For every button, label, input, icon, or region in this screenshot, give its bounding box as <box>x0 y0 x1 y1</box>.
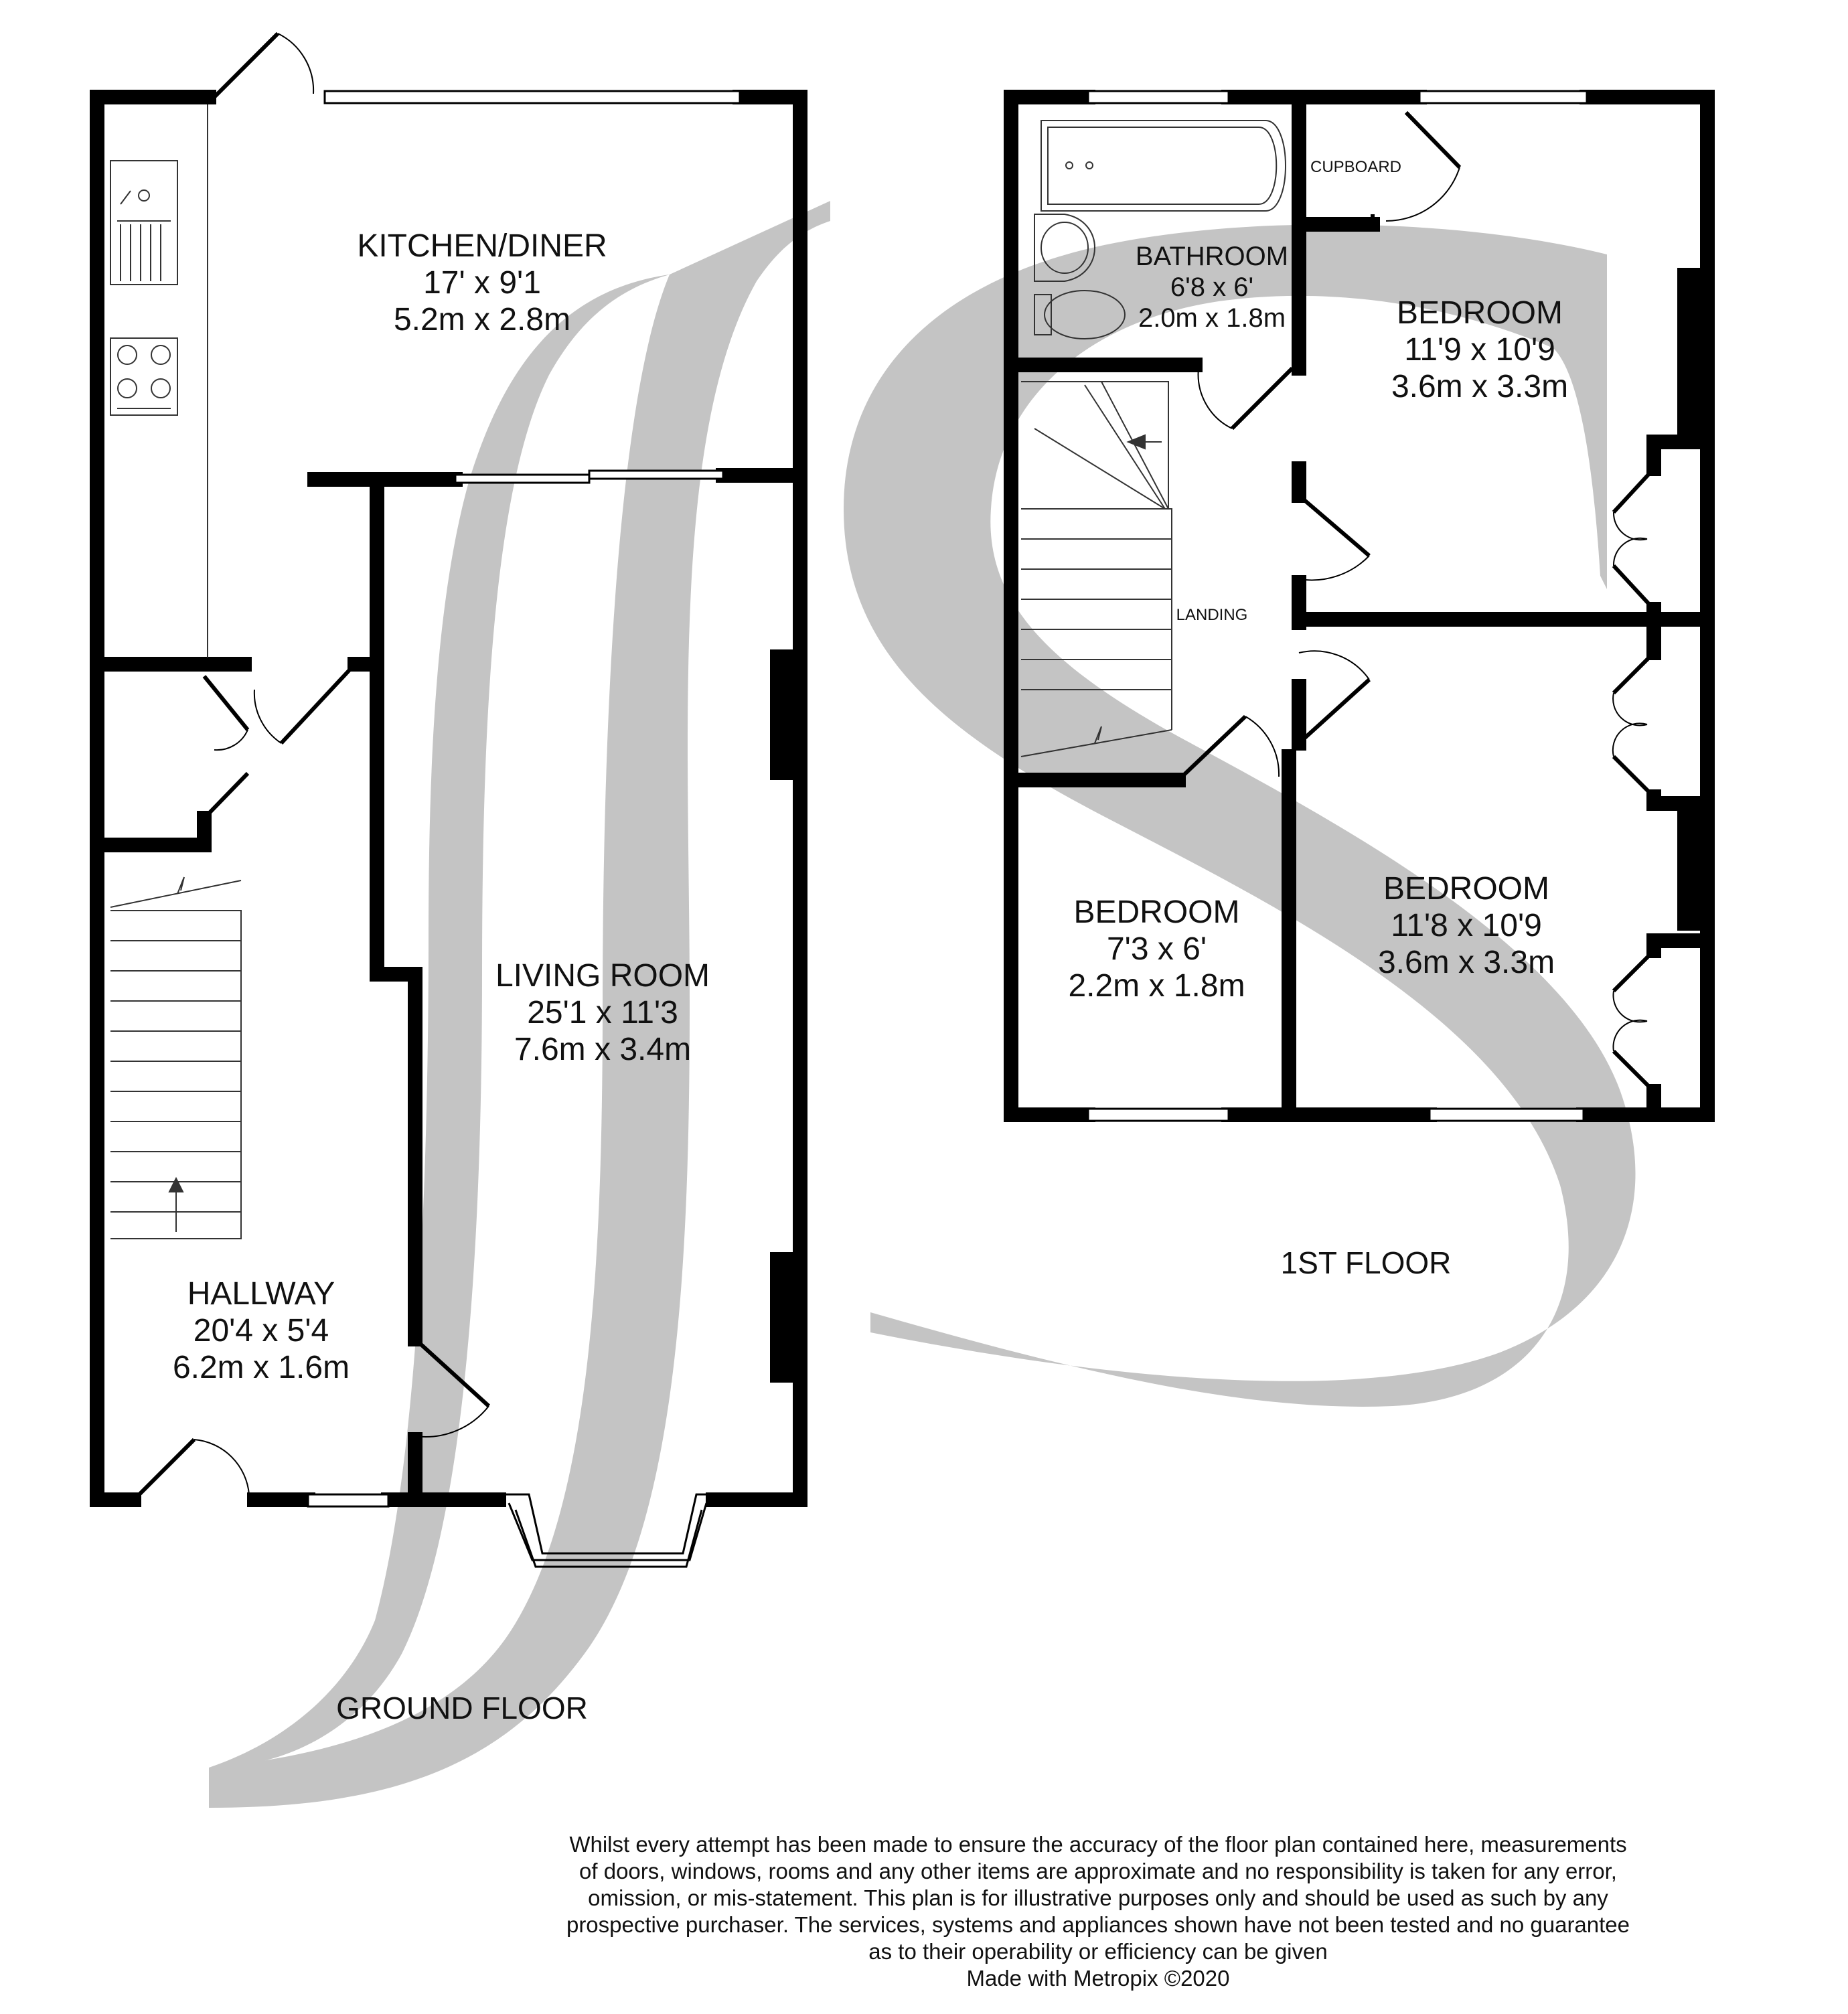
kitchen-worktop <box>110 104 208 657</box>
room-name: BEDROOM <box>1073 895 1240 930</box>
room-name: KITCHEN/DINER <box>357 228 607 264</box>
room-label-bedroom3 <box>1332 870 1600 982</box>
chimney-breast <box>770 649 800 780</box>
room-imperial: 11'8 x 10'9 <box>1391 908 1542 944</box>
disclaimer-line: omission, or mis-statement. This plan is for illustrative purposes only and should be used as such by any <box>588 1885 1608 1910</box>
disclaimer-line: Whilst every attempt has been made to ensure the accuracy of the floor plan contained here, measurements <box>569 1832 1627 1857</box>
room-metric: 3.6m x 3.3m <box>1391 369 1569 405</box>
room-metric: 2.0m x 1.8m <box>1138 303 1286 333</box>
room-label-bathroom <box>1105 241 1319 333</box>
disclaimer-line: as to their operability or efficiency can be given <box>868 1939 1328 1964</box>
room-label-cupboard: CUPBOARD <box>1310 158 1402 176</box>
room-imperial: 17' x 9'1 <box>423 265 541 301</box>
room-name: BATHROOM <box>1135 242 1289 271</box>
room-metric: 7.6m x 3.4m <box>514 1032 692 1068</box>
room-imperial: 7'3 x 6' <box>1106 931 1207 967</box>
chimney-breast <box>770 1252 800 1383</box>
room-name: LIVING ROOM <box>495 958 710 994</box>
room-imperial: 6'8 x 6' <box>1170 273 1254 302</box>
room-metric: 6.2m x 1.6m <box>172 1350 350 1386</box>
room-metric: 5.2m x 2.8m <box>393 302 571 338</box>
room-imperial: 20'4 x 5'4 <box>193 1313 329 1349</box>
room-label-landing: LANDING <box>1176 606 1248 624</box>
first-floor-label: 1ST FLOOR <box>1280 1245 1452 1280</box>
js-logo-watermark <box>209 201 1636 1808</box>
disclaimer-line: of doors, windows, rooms and any other items are approximate and no responsibility is taken for any error, <box>579 1859 1617 1883</box>
room-name: BEDROOM <box>1383 871 1549 907</box>
credit-line: Made with Metropix ©2020 <box>966 1966 1230 1991</box>
chimney-breast <box>1677 803 1707 931</box>
room-label-kitchen <box>315 228 649 339</box>
hob-icon <box>110 338 177 415</box>
room-name: HALLWAY <box>187 1276 335 1312</box>
room-imperial: 11'9 x 10'9 <box>1404 332 1555 368</box>
ground-floor-label: GROUND FLOOR <box>336 1691 588 1725</box>
room-label-hallway <box>121 1275 402 1387</box>
room-label-bedroom1 <box>1346 295 1614 406</box>
ground-floor-stairs <box>110 877 241 1239</box>
room-metric: 2.2m x 1.8m <box>1068 968 1245 1004</box>
bath-icon <box>1041 121 1286 211</box>
disclaimer-line: prospective purchaser. The services, systems and appliances shown have not been tested and no guarantee <box>566 1912 1630 1937</box>
room-name: BEDROOM <box>1396 295 1563 331</box>
room-label-bedroom2 <box>1031 894 1282 1005</box>
room-metric: 3.6m x 3.3m <box>1377 945 1555 981</box>
chimney-breast <box>1677 268 1707 435</box>
room-imperial: 25'1 x 11'3 <box>527 995 678 1031</box>
disclaimer <box>462 1831 1734 1992</box>
room-label-living <box>435 957 770 1069</box>
